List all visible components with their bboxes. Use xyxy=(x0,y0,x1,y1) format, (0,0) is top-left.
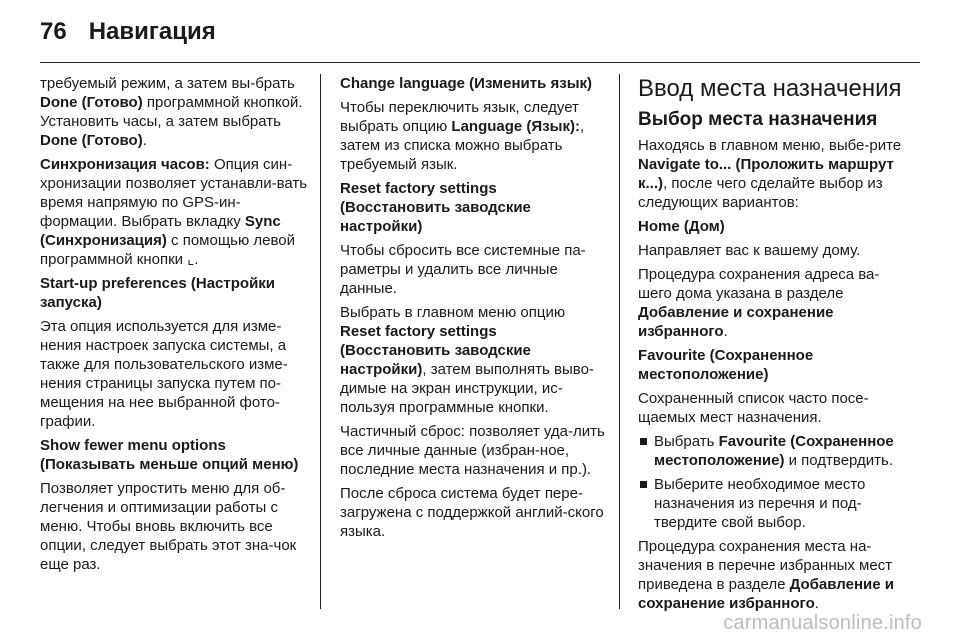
column-3 xyxy=(638,74,906,618)
paragraph: Позволяет упростить меню для об-легчения и оптимизации работы с меню. Чтобы вновь включить все опции, следует выбрать этот зна-чок еще раз. xyxy=(40,480,297,573)
header-rule xyxy=(40,62,920,63)
paragraph: Эта опция используется для изме-нения настроек запуска системы, а также для пользовательского изме-нения страницы запуска путем по-мещения на нее выбранной фото-графии. xyxy=(40,318,288,430)
page-header xyxy=(40,18,216,54)
paragraph: Чтобы сбросить все системные па-раметры и удалить все личные данные. xyxy=(340,242,586,297)
paragraph: Синхронизация часов: Опция син-хронизации позволяет устанавли-вать время напрямую по GPS-ин-формации. Выбрать вкладку Sync (Синхронизация) с помощью левой программной кнопки ⌞. xyxy=(40,156,308,268)
section-heading: Home (Дом) xyxy=(638,218,725,235)
paragraph: Направляет вас к вашему дому. xyxy=(638,242,861,259)
column-divider xyxy=(619,74,620,609)
section-heading: Favourite (Сохраненное местоположение) xyxy=(638,347,814,383)
paragraph: Находясь в главном меню, выбе-рите Navigate to... (Проложить маршрут к...), после чего сделайте выбор из следующих вариантов: xyxy=(638,137,902,211)
section-heading: Change language (Изменить язык) xyxy=(340,75,593,92)
section-heading: Reset factory settings (Восстановить заводские настройки) xyxy=(340,180,531,235)
bullet-list xyxy=(638,432,906,532)
paragraph: Процедура сохранения адреса ва-шего дома указана в разделе Добавление и сохранение избранного. xyxy=(638,266,880,340)
paragraph: Процедура сохранения места на-значения в перечне избранных мест приведена в разделе Добавление и сохранение избранного. xyxy=(638,538,894,612)
column-divider xyxy=(320,74,321,609)
paragraph: После сброса система будет пере-загружена с поддержкой англий-ского языка. xyxy=(340,485,604,540)
chapter-heading: Ввод места назначения xyxy=(638,75,902,102)
paragraph: Частичный сброс: позволяет уда-лить все личные данные (избран-ное, последние места назначения и пр.). xyxy=(340,423,605,478)
page-number: 76 xyxy=(40,18,67,45)
list-item: Выберите необходимое место назначения из перечня и под-твердите свой выбор. xyxy=(638,475,906,532)
paragraph: Выбрать в главном меню опцию Reset factory settings (Восстановить заводские настройки), затем выполнять выво-димые на экран инструкции, ис-пользуя программные кнопки. xyxy=(340,304,594,416)
paragraph: требуемый режим, а затем вы-брать Done (Готово) программной кнопкой. Установить часы, а затем выбрать Done (Готово). xyxy=(40,75,303,149)
paragraph: Чтобы переключить язык, следует выбрать опцию Language (Язык):, затем из списка можно выбрать требуемый язык. xyxy=(340,99,585,173)
page-title: Навигация xyxy=(88,18,216,45)
section-heading: Start-up preferences (Настройки запуска) xyxy=(40,275,276,311)
section-heading: Show fewer menu options (Показывать меньше опций меню) xyxy=(40,437,299,473)
list-item: Выбрать Favourite (Сохраненное местоположение) и подтвердить. xyxy=(638,432,906,470)
paragraph: Сохраненный список часто посе-щаемых мест назначения. xyxy=(638,390,869,426)
subsection-heading: Выбор места назначения xyxy=(638,109,878,130)
column-1 xyxy=(40,74,308,579)
watermark: carmanualsonline.info xyxy=(723,612,922,634)
column-2 xyxy=(340,74,606,546)
